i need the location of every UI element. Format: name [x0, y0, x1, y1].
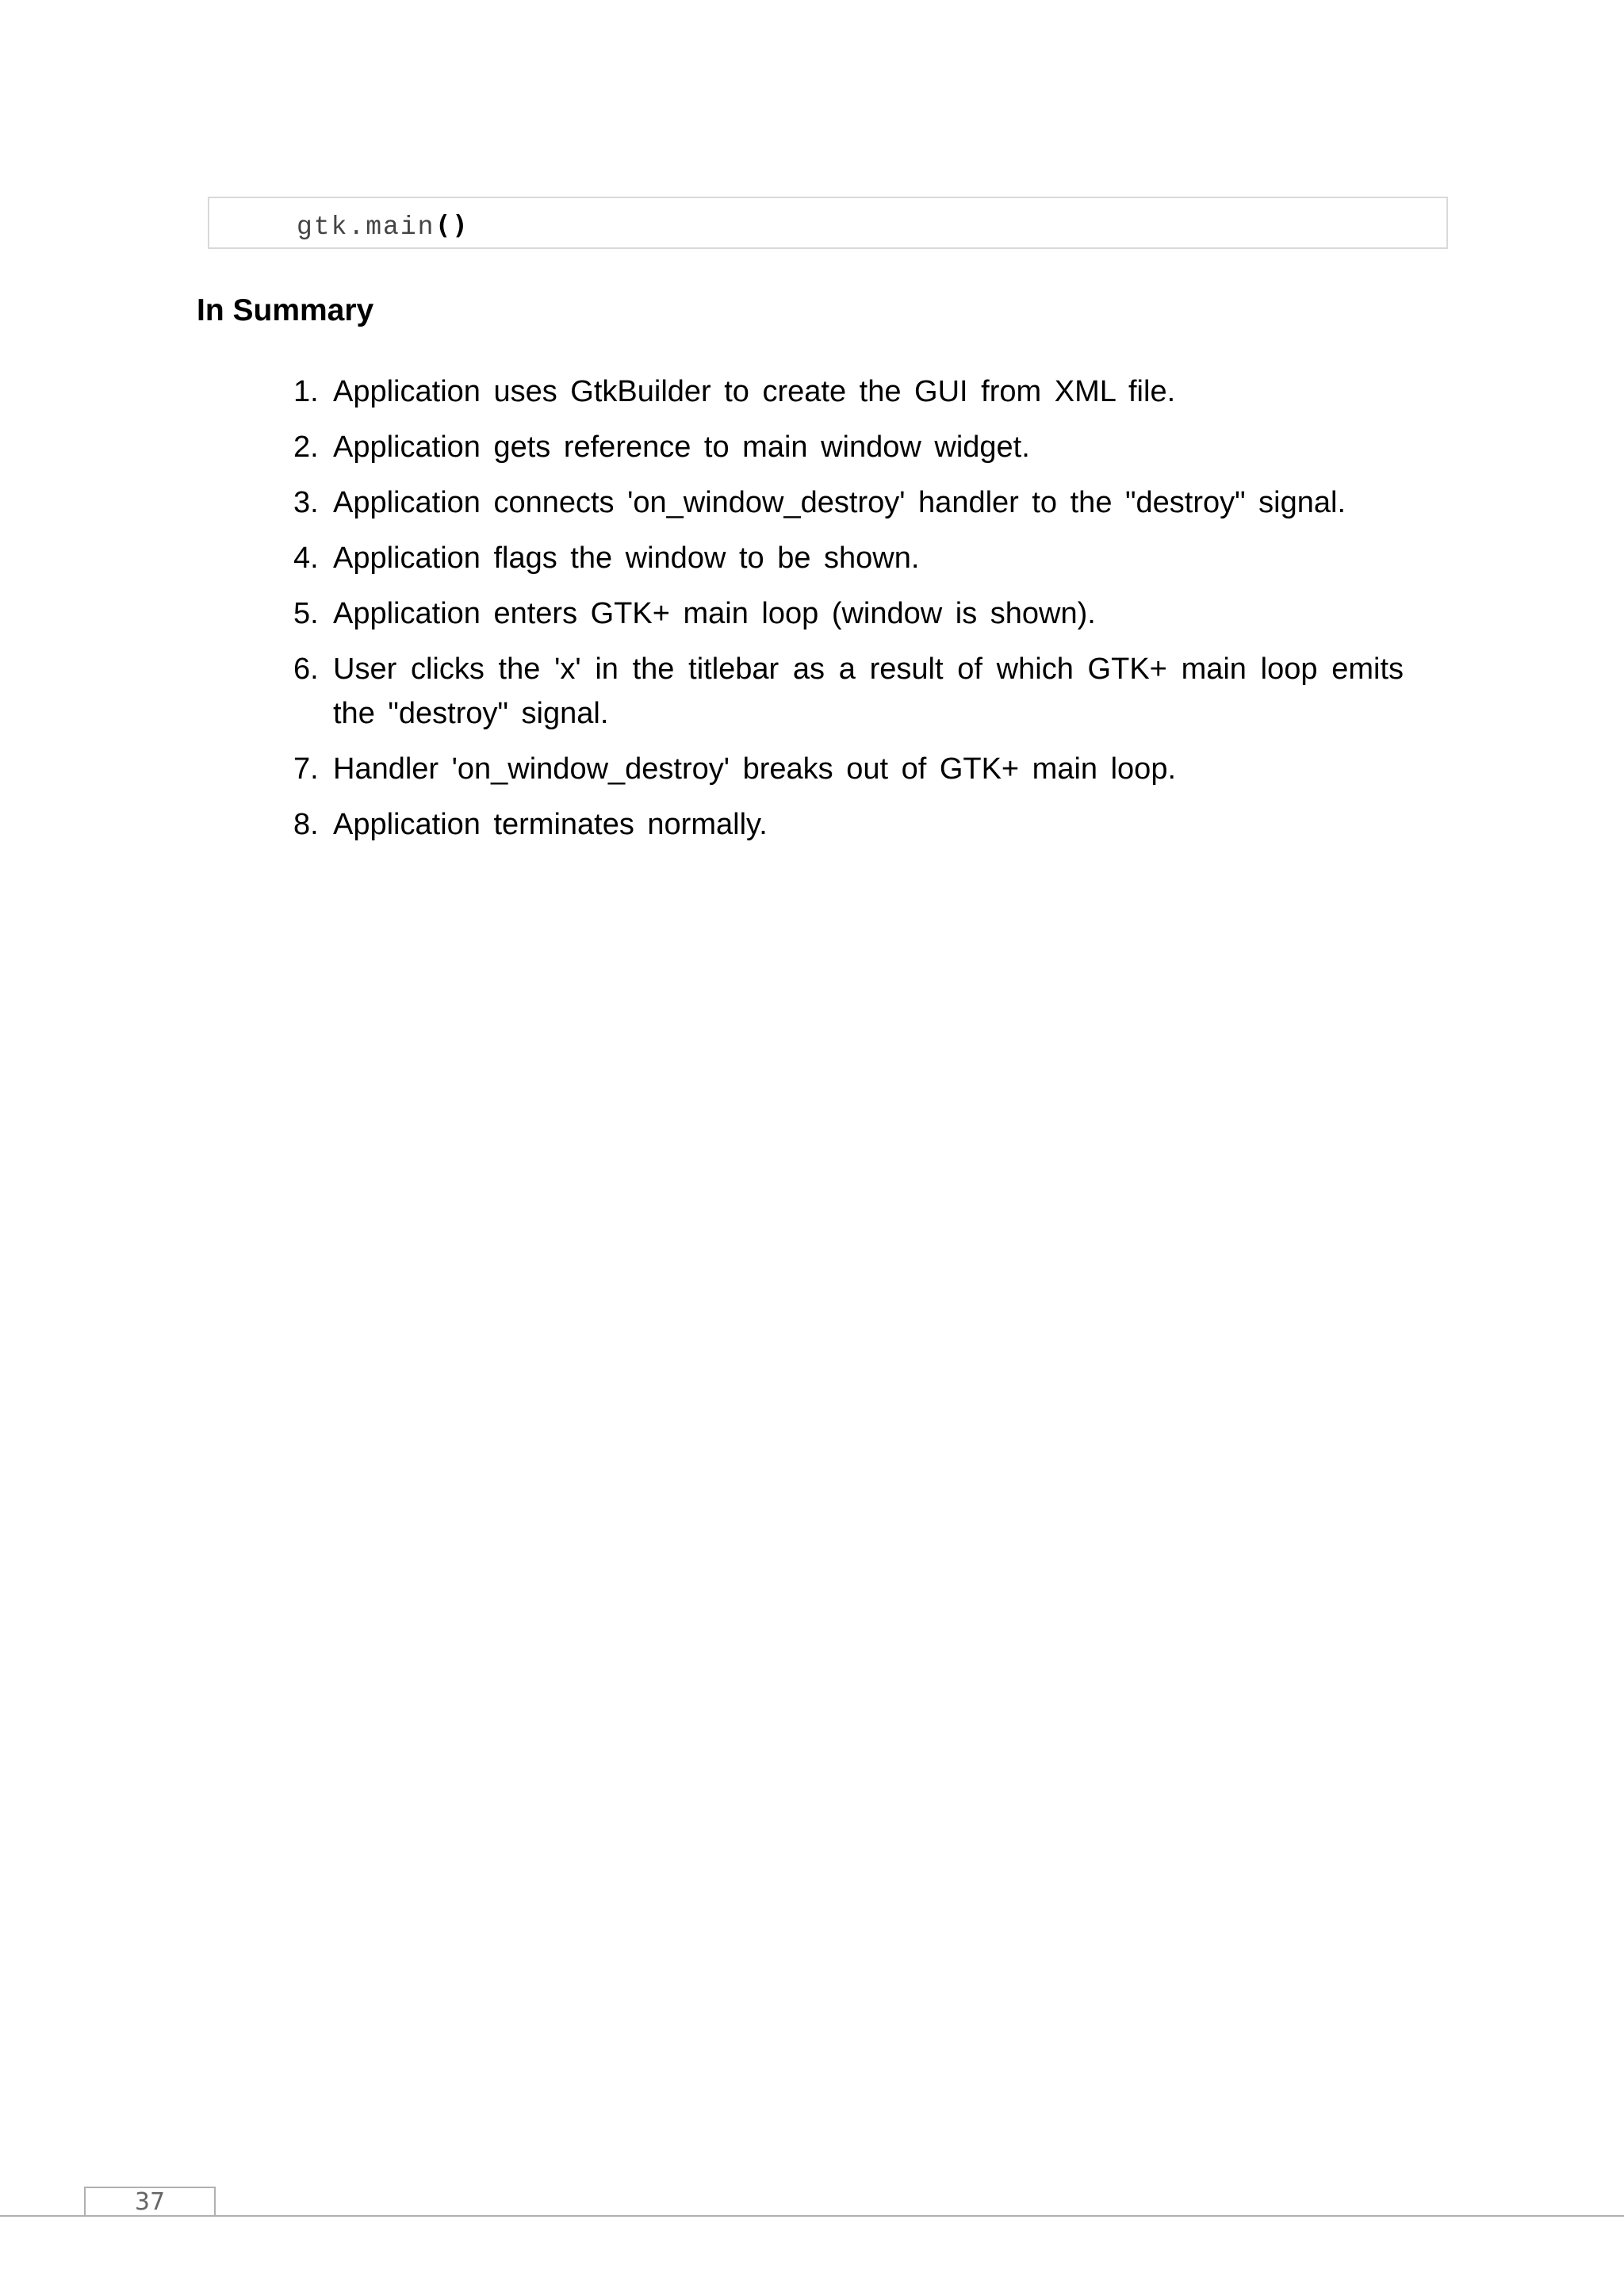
code-line	[297, 209, 469, 242]
list-item-number: 6.	[293, 652, 319, 686]
list-item-text: Application flags the window to be shown.	[333, 541, 920, 575]
list-item-number: 5.	[293, 597, 319, 630]
section-heading: In Summary	[197, 293, 374, 327]
list-item	[293, 480, 1404, 525]
list-item	[293, 536, 1404, 580]
list-item-text: Application gets reference to main window widget.	[333, 430, 1030, 464]
list-item-text: User clicks the 'x' in the titlebar as a result of which GTK+ main loop emits the "destroy" signal.	[333, 652, 1404, 730]
list-item	[293, 591, 1404, 636]
list-item-text: Application uses GtkBuilder to create the GUI from XML file.	[333, 375, 1176, 408]
list-item-number: 7.	[293, 752, 319, 786]
summary-list	[293, 369, 1404, 858]
page-number: 37	[134, 2188, 166, 2216]
list-item-number: 1.	[293, 375, 319, 408]
list-item-text: Application connects 'on_window_destroy' handler to the "destroy" signal.	[333, 486, 1346, 519]
code-parens: ()	[435, 209, 470, 240]
list-item-number: 3.	[293, 486, 319, 519]
list-item-number: 4.	[293, 541, 319, 575]
list-item	[293, 802, 1404, 847]
code-block	[208, 197, 1448, 249]
list-item-number: 8.	[293, 808, 319, 841]
list-item	[293, 747, 1404, 791]
list-item-number: 2.	[293, 430, 319, 464]
list-item	[293, 425, 1404, 469]
list-item-text: Handler 'on_window_destroy' breaks out of GTK+ main loop.	[333, 752, 1177, 786]
list-item-text: Application enters GTK+ main loop (window is shown).	[333, 597, 1096, 630]
code-text: gtk.main	[297, 212, 435, 242]
list-item	[293, 369, 1404, 414]
list-item-text: Application terminates normally.	[333, 808, 768, 841]
list-item	[293, 647, 1404, 736]
